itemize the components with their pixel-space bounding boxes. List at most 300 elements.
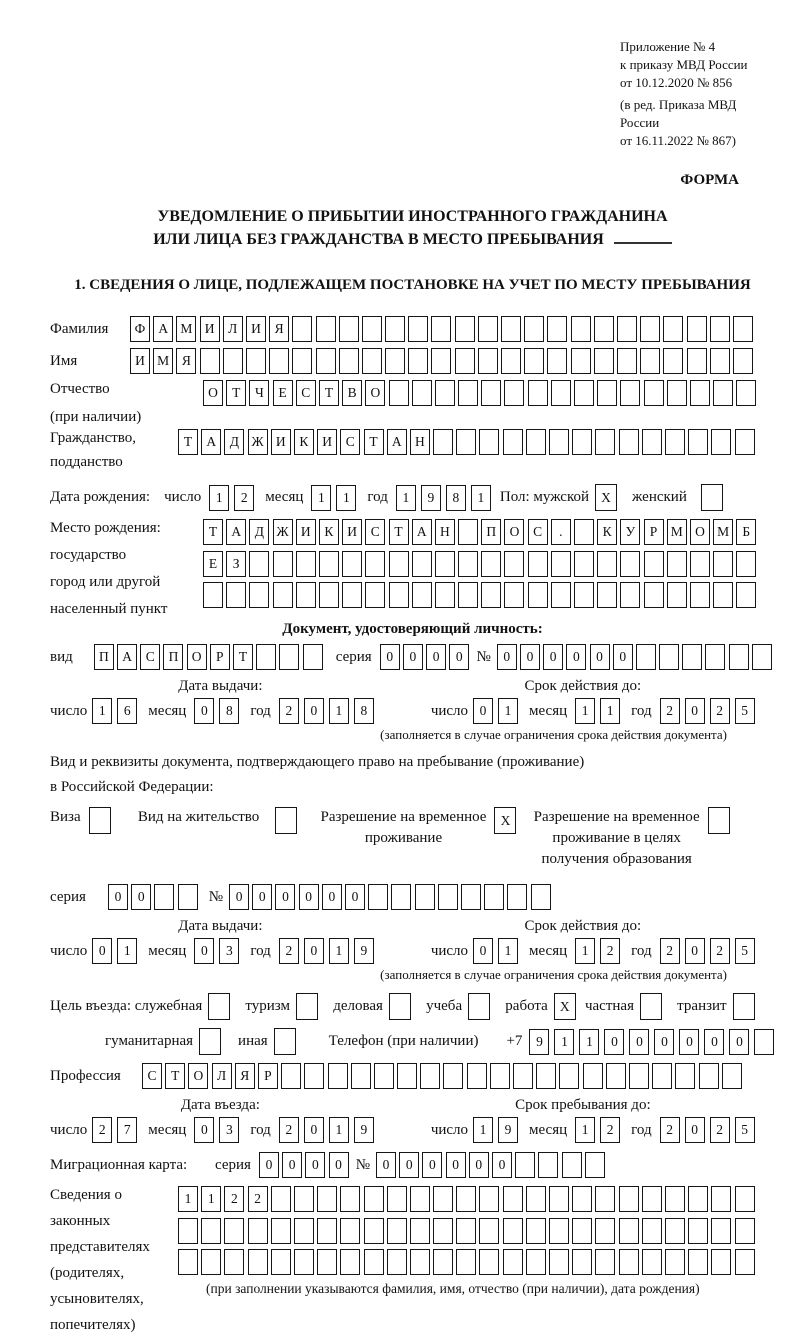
form-cell [690, 582, 710, 608]
form-cell [667, 380, 687, 406]
name-label: Имя [50, 352, 78, 369]
form-cell [484, 884, 504, 910]
permit-series-label: серия [50, 888, 86, 905]
form-cell [303, 644, 323, 670]
form-cell [374, 1063, 394, 1089]
purpose-business-label: деловая [333, 998, 383, 1014]
form-cell [735, 429, 755, 455]
citizenship-row [50, 429, 775, 472]
form-cell [595, 1249, 615, 1275]
form-cell [524, 348, 544, 374]
form-cell [431, 316, 451, 342]
form-cell [435, 380, 455, 406]
permit-dates-row [50, 938, 775, 964]
year-label: год [250, 1121, 271, 1138]
citizenship-cells [178, 429, 758, 455]
form-cell [433, 429, 453, 455]
form-title-line2: ИЛИ ЛИЦА БЕЗ ГРАЖДАНСТВА В МЕСТО ПРЕБЫВАНИЯ [50, 228, 775, 251]
form-cell [365, 551, 385, 577]
permit-exp-month-cells [575, 938, 625, 964]
form-cell: 0 [194, 698, 214, 724]
form-cell [572, 1218, 592, 1244]
permit-type-row [50, 807, 775, 870]
form-cell: И [246, 316, 266, 342]
form-cell [364, 1218, 384, 1244]
form-cell: 0 [399, 1152, 419, 1178]
form-cell: 2 [248, 1186, 268, 1212]
form-cell [504, 582, 524, 608]
form-cell: 0 [194, 1117, 214, 1143]
surname-label: Фамилия [50, 320, 109, 337]
form-cell [665, 429, 685, 455]
form-cell [389, 582, 409, 608]
form-cell: Л [212, 1063, 232, 1089]
form-cell: 0 [685, 1117, 705, 1143]
form-cell [223, 348, 243, 374]
form-cell [574, 519, 594, 545]
year-label: год [367, 489, 388, 505]
form-cell: А [117, 644, 137, 670]
form-cell [711, 1218, 731, 1244]
form-cell [458, 582, 478, 608]
form-cell [620, 380, 640, 406]
birthplace-cells-row3 [203, 582, 760, 608]
form-cell [433, 1218, 453, 1244]
form-cell: 1 [579, 1029, 599, 1055]
doc-exp-month-cells [575, 698, 625, 724]
name-row [50, 348, 775, 374]
form-cell [316, 316, 336, 342]
form-cell [644, 551, 664, 577]
form-cell: 8 [354, 698, 374, 724]
form-cell [456, 1249, 476, 1275]
form-cell [408, 348, 428, 374]
form-cell: 0 [590, 644, 610, 670]
form-cell [562, 1152, 582, 1178]
permit-exp-day-cells [473, 938, 523, 964]
form-cell [620, 551, 640, 577]
form-cell: 0 [131, 884, 151, 910]
form-cell [435, 582, 455, 608]
form-cell [296, 993, 318, 1020]
form-cell [456, 429, 476, 455]
form-cell [224, 1218, 244, 1244]
entry-dates-row [50, 1117, 775, 1143]
phone-cells [529, 1029, 779, 1055]
form-cell [549, 1249, 569, 1275]
form-cell [688, 1249, 708, 1275]
form-cell [752, 644, 772, 670]
form-cell [597, 582, 617, 608]
form-cell: О [203, 380, 223, 406]
form-cell: 1 [117, 938, 137, 964]
form-cell [389, 551, 409, 577]
form-cell: 0 [304, 938, 324, 964]
form-cell [640, 316, 660, 342]
form-cell [415, 884, 435, 910]
form-cell: 5 [735, 1117, 755, 1143]
form-cell [675, 1063, 695, 1089]
purpose-business-checkbox [389, 993, 414, 1020]
form-cell: 1 [575, 1117, 595, 1143]
purpose-work-label: работа [505, 998, 548, 1014]
form-cell [665, 1186, 685, 1212]
form-cell [667, 551, 687, 577]
permit-exp-year-cells [660, 938, 760, 964]
purpose-official-checkbox [208, 993, 233, 1020]
form-cell [319, 551, 339, 577]
purpose-row [50, 993, 775, 1020]
form-cell [538, 1152, 558, 1178]
rep-cells-row1 [178, 1186, 758, 1212]
form-cell: . [551, 519, 571, 545]
entry-date-header: Дата въезда: [180, 1097, 260, 1113]
form-cell: 2 [710, 698, 730, 724]
form-cell: О [504, 519, 524, 545]
form-cell: 0 [259, 1152, 279, 1178]
form-cell: Ч [249, 380, 269, 406]
form-cell: 0 [446, 1152, 466, 1178]
purpose-study-label: учеба [426, 998, 463, 1014]
surname-cells [130, 316, 756, 342]
form-cell: И [271, 429, 291, 455]
visa-label: Виза [50, 809, 81, 825]
form-cell: 2 [279, 938, 299, 964]
form-cell: Т [226, 380, 246, 406]
form-cell: В [342, 380, 362, 406]
form-cell [246, 348, 266, 374]
form-cell [729, 644, 749, 670]
form-cell [481, 582, 501, 608]
form-cell: 0 [305, 1152, 325, 1178]
birthplace-cells-row1 [203, 519, 760, 545]
form-cell: С [528, 519, 548, 545]
forma-label: ФОРМА [680, 172, 739, 188]
form-cell: К [294, 429, 314, 455]
month-label: месяц [529, 702, 568, 719]
form-cell: 8 [446, 485, 466, 511]
form-cell: 2 [660, 938, 680, 964]
temp-residence-edu-checkbox [708, 807, 733, 834]
form-cell [574, 551, 594, 577]
form-cell: З [226, 551, 246, 577]
form-cell: 1 [209, 485, 229, 511]
form-cell: М [667, 519, 687, 545]
form-cell: Т [319, 380, 339, 406]
form-cell [503, 1186, 523, 1212]
form-cell: 0 [322, 884, 342, 910]
form-cell: 5 [735, 938, 755, 964]
form-cell [271, 1249, 291, 1275]
form-cell: У [620, 519, 640, 545]
birth-year-cells [396, 485, 496, 511]
form-cell [408, 316, 428, 342]
identity-doc-heading: Документ, удостоверяющий личность: [282, 621, 543, 637]
surname-row [50, 316, 775, 342]
form-cell: 1 [329, 698, 349, 724]
form-cell [528, 551, 548, 577]
rep-label-line: представителях [50, 1239, 150, 1255]
form-cell [503, 1249, 523, 1275]
month-label: месяц [148, 702, 187, 719]
form-cell: Л [223, 316, 243, 342]
residence-permit-label: Вид на жительство [137, 809, 260, 825]
form-cell [735, 1186, 755, 1212]
birthplace-cells-row2 [203, 551, 760, 577]
form-cell [640, 993, 662, 1020]
form-cell: И [200, 316, 220, 342]
form-cell [443, 1063, 463, 1089]
form-cell [713, 380, 733, 406]
form-cell: И [296, 519, 316, 545]
form-cell [710, 348, 730, 374]
form-cell [551, 582, 571, 608]
form-cell: 9 [498, 1117, 518, 1143]
form-cell [736, 551, 756, 577]
form-cell: 2 [234, 485, 254, 511]
form-cell [736, 582, 756, 608]
permit-issue-day-cells [92, 938, 142, 964]
form-cell [551, 380, 571, 406]
form-cell [178, 1218, 198, 1244]
form-cell: 0 [345, 884, 365, 910]
form-cell [281, 1063, 301, 1089]
form-cell: Я [235, 1063, 255, 1089]
patronymic-row [50, 380, 775, 427]
form-cell [526, 429, 546, 455]
profession-label: Профессия [50, 1067, 121, 1084]
purpose-private-checkbox [640, 993, 665, 1020]
form-cell: О [187, 644, 207, 670]
purpose-private-label: частная [584, 998, 634, 1014]
form-cell [479, 429, 499, 455]
form-cell [385, 316, 405, 342]
form-cell: X [595, 484, 617, 511]
form-cell [551, 551, 571, 577]
form-cell [733, 348, 753, 374]
form-cell [458, 551, 478, 577]
form-cell: С [296, 380, 316, 406]
form-cell [571, 316, 591, 342]
birth-day-cells [209, 485, 259, 511]
form-title-line1: УВЕДОМЛЕНИЕ О ПРИБЫТИИ ИНОСТРАННОГО ГРАЖДАНИНА [157, 208, 668, 225]
form-cell [690, 380, 710, 406]
month-label: месяц [148, 942, 187, 959]
rep-label-line: попечителях) [50, 1317, 136, 1333]
form-cell: Т [203, 519, 223, 545]
day-label: число [430, 942, 469, 959]
day-label: число [164, 489, 202, 505]
form-cell [711, 429, 731, 455]
form-cell: 2 [224, 1186, 244, 1212]
form-cell [504, 551, 524, 577]
year-label: год [631, 702, 652, 719]
form-cell [644, 582, 664, 608]
form-cell [574, 582, 594, 608]
form-cell: 1 [600, 698, 620, 724]
form-cell: 2 [710, 938, 730, 964]
form-cell [526, 1218, 546, 1244]
form-cell: 1 [471, 485, 491, 511]
form-cell: 0 [403, 644, 423, 670]
form-cell: Д [249, 519, 269, 545]
form-cell [420, 1063, 440, 1089]
rep-cells-row3 [178, 1249, 758, 1275]
form-cell [665, 1218, 685, 1244]
form-cell [274, 1028, 296, 1055]
form-cell: 2 [660, 1117, 680, 1143]
form-cell [385, 348, 405, 374]
form-cell [682, 644, 702, 670]
form-cell: 2 [600, 938, 620, 964]
sex-male-checkbox [595, 484, 622, 511]
birthplace-label: Место рождения: [50, 520, 161, 536]
form-cell [690, 551, 710, 577]
form-cell: 0 [654, 1029, 674, 1055]
form-cell: 0 [229, 884, 249, 910]
form-cell: 1 [329, 938, 349, 964]
appendix-line: к приказу МВД России [620, 57, 748, 72]
form-cell [248, 1218, 268, 1244]
form-cell [636, 644, 656, 670]
form-cell [659, 644, 679, 670]
form-cell [490, 1063, 510, 1089]
purpose-other-checkbox [274, 1028, 301, 1055]
form-cell: 0 [679, 1029, 699, 1055]
form-cell: Н [435, 519, 455, 545]
form-cell: 0 [376, 1152, 396, 1178]
day-label: число [430, 702, 469, 719]
form-cell: С [140, 644, 160, 670]
form-cell [316, 348, 336, 374]
form-cell: Д [224, 429, 244, 455]
appendix-line: Приложение № 4 [620, 39, 716, 54]
form-title [50, 205, 775, 251]
form-cell [629, 1063, 649, 1089]
form-cell: 0 [282, 1152, 302, 1178]
form-cell [340, 1186, 360, 1212]
form-cell [397, 1063, 417, 1089]
form-cell: Р [644, 519, 664, 545]
form-cell [713, 582, 733, 608]
citizenship-label2: подданство [50, 454, 123, 470]
form-cell: К [319, 519, 339, 545]
form-cell [652, 1063, 672, 1089]
form-cell [178, 1249, 198, 1275]
form-cell [292, 316, 312, 342]
day-label: число [50, 702, 88, 719]
birthdate-row [50, 484, 775, 511]
form-cell [644, 380, 664, 406]
form-cell: 1 [92, 698, 112, 724]
birthplace-state-label: государство [50, 547, 127, 563]
form-cell [201, 1249, 221, 1275]
day-label: число [430, 1121, 469, 1138]
stay-day-cells [473, 1117, 523, 1143]
doc-number-cells [497, 644, 775, 670]
form-cell: Б [736, 519, 756, 545]
form-cell: 0 [304, 1117, 324, 1143]
form-cell: X [494, 807, 516, 834]
form-cell [203, 582, 223, 608]
form-cell [294, 1218, 314, 1244]
form-cell [688, 1218, 708, 1244]
form-cell [387, 1186, 407, 1212]
form-cell [389, 993, 411, 1020]
form-cell: Н [410, 429, 430, 455]
form-cell [296, 582, 316, 608]
form-cell: Я [176, 348, 196, 374]
doc-date-headers [50, 678, 775, 695]
stay-doc-heading2: в Российской Федерации: [50, 779, 214, 795]
sex-male-label: Пол: мужской [499, 489, 590, 505]
form-cell [468, 993, 490, 1020]
stay-year-cells [660, 1117, 760, 1143]
profession-row [50, 1063, 775, 1089]
form-cell [431, 348, 451, 374]
form-cell [481, 551, 501, 577]
form-cell [178, 884, 198, 910]
purpose-transit-label: транзит [677, 998, 727, 1014]
form-cell: 2 [279, 698, 299, 724]
form-cell: 0 [520, 644, 540, 670]
form-cell: 1 [575, 698, 595, 724]
form-cell [456, 1218, 476, 1244]
month-label: месяц [265, 489, 304, 505]
migration-card-row [50, 1152, 775, 1178]
form-cell [351, 1063, 371, 1089]
form-cell: 1 [498, 698, 518, 724]
form-cell [279, 644, 299, 670]
form-cell [688, 1186, 708, 1212]
purpose-tourism-checkbox [296, 993, 321, 1020]
form-cell: 0 [629, 1029, 649, 1055]
patronymic-cells [203, 380, 760, 406]
form-cell: 0 [299, 884, 319, 910]
form-cell [208, 993, 230, 1020]
form-cell: П [481, 519, 501, 545]
form-cell [294, 1249, 314, 1275]
migration-card-label: Миграционная карта: [50, 1156, 188, 1173]
sex-female-label: женский [632, 489, 687, 505]
form-cell: Ф [130, 316, 150, 342]
form-cell [736, 380, 756, 406]
form-cell: 3 [219, 938, 239, 964]
form-cell [269, 348, 289, 374]
form-cell [733, 993, 755, 1020]
form-cell [387, 1218, 407, 1244]
month-label: месяц [529, 942, 568, 959]
form-cell: М [713, 519, 733, 545]
form-cell: Ж [273, 519, 293, 545]
form-cell [458, 519, 478, 545]
form-cell [642, 1218, 662, 1244]
form-cell: Т [364, 429, 384, 455]
form-cell: О [188, 1063, 208, 1089]
form-cell: А [412, 519, 432, 545]
form-cell [597, 551, 617, 577]
rep-label-line: усыновителях, [50, 1291, 144, 1307]
permit-issue-month-cells [194, 938, 244, 964]
form-cell: 2 [92, 1117, 112, 1143]
form-cell [642, 429, 662, 455]
form-cell [619, 1186, 639, 1212]
form-cell: С [142, 1063, 162, 1089]
form-cell [507, 884, 527, 910]
form-cell [365, 582, 385, 608]
form-cell: Т [178, 429, 198, 455]
form-cell [249, 582, 269, 608]
